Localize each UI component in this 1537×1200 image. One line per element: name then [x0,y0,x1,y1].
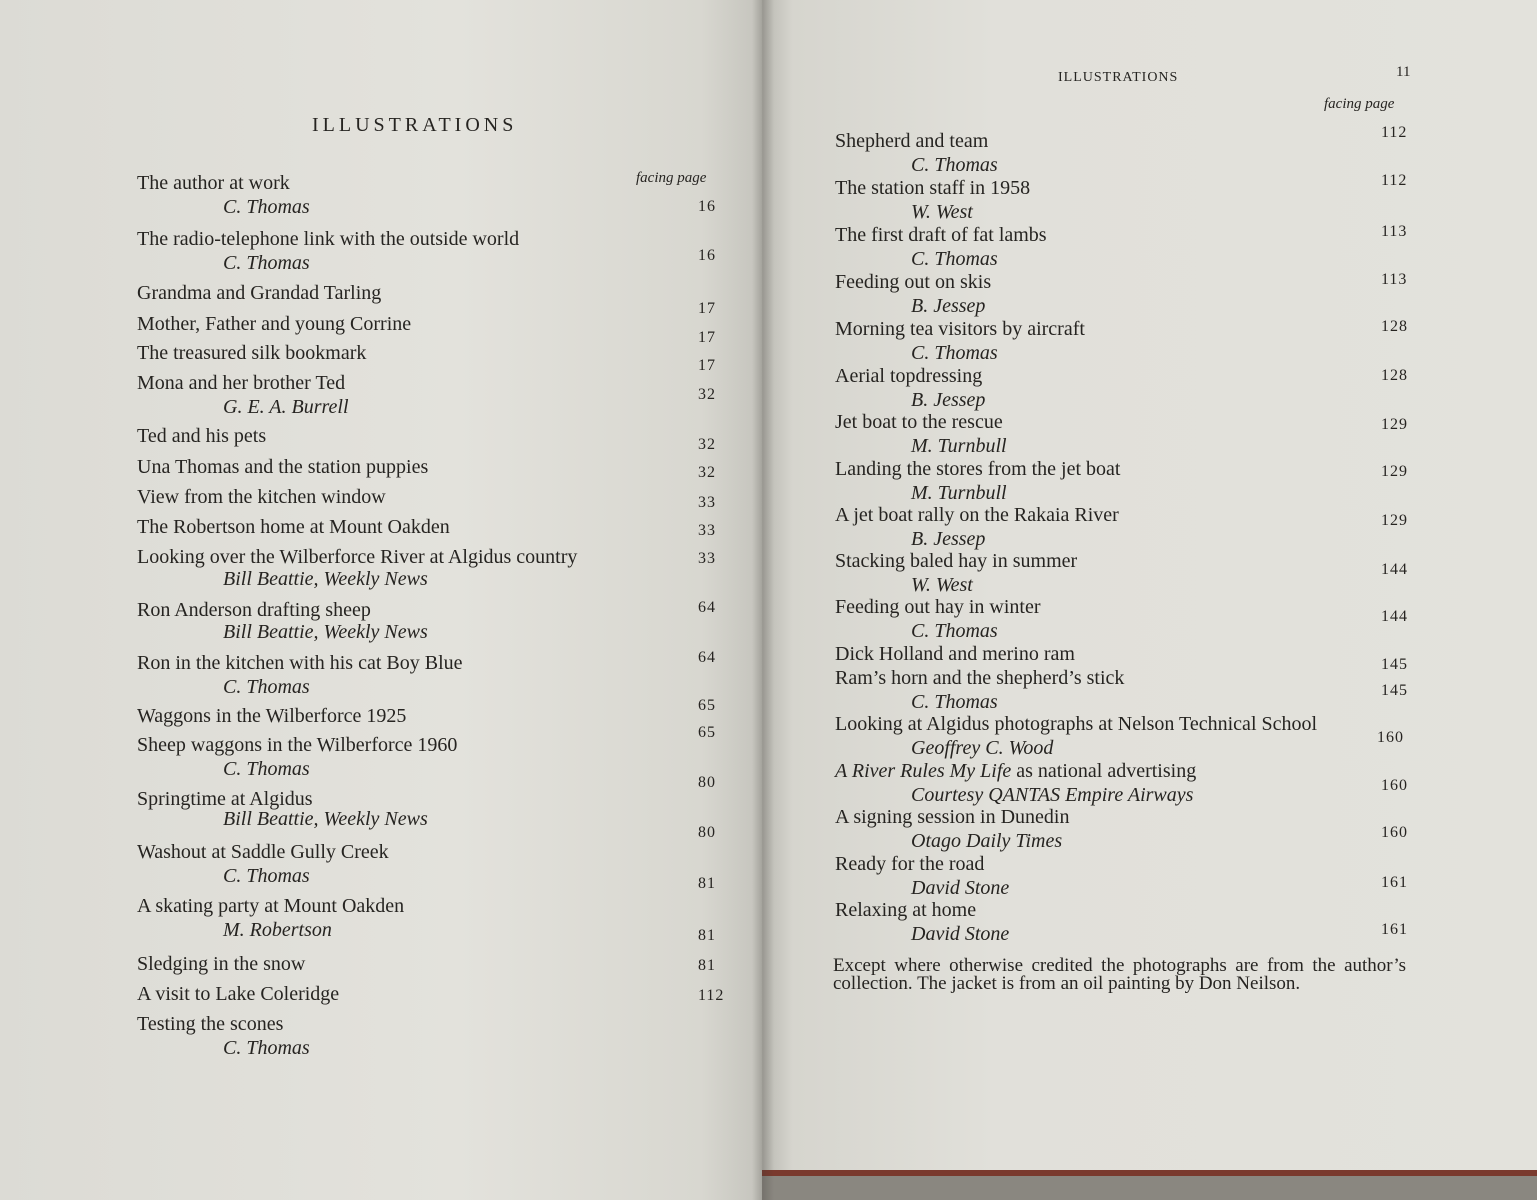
illustration-credit: M. Robertson [223,919,332,941]
illustration-credit: C. Thomas [223,676,310,698]
illustration-title: Ron Anderson drafting sheep [137,599,371,621]
illustration-title: Grandma and Grandad Tarling [137,282,382,304]
illustration-credit: Bill Beattie, Weekly News [223,568,428,590]
illustration-title: View from the kitchen window [137,486,386,508]
page-number: 81 [698,957,716,974]
book-title: A River Rules My Life [835,760,1012,782]
page-number: 161 [1381,921,1408,938]
illustration-title: Sheep waggons in the Wilberforce 1960 [137,734,458,756]
page-number: 32 [698,386,716,403]
illustration-credit: B. Jessep [911,528,986,550]
illustration-title: The station staff in 1958 [835,177,1031,199]
illustration-title: Stacking baled hay in summer [835,550,1078,572]
illustration-title: Ready for the road [835,853,985,875]
page-number: 32 [698,464,716,481]
illustration-title: Waggons in the Wilberforce 1925 [137,705,407,727]
page-number: 129 [1381,463,1408,480]
illustration-credit: Courtesy QANTAS Empire Airways [911,784,1194,806]
photo-credit-note: Except where otherwise credited the photographs are from the author’s collection. The jacket is from an oil painting by Don Neilson. [833,955,1406,994]
illustration-title: Dick Holland and merino ram [835,643,1075,665]
illustration-credit: G. E. A. Burrell [223,396,349,418]
illustration-title: Feeding out on skis [835,271,992,293]
page-number: 81 [698,927,716,944]
illustration-title: A jet boat rally on the Rakaia River [835,504,1119,526]
page-number: 128 [1381,367,1408,384]
illustration-credit: M. Turnbull [911,482,1007,504]
illustration-title: A visit to Lake Coleridge [137,983,340,1005]
illustration-credit: C. Thomas [911,342,998,364]
page-number: 160 [1381,777,1408,794]
page-number: 112 [1381,124,1408,141]
illustration-title: The radio-telephone link with the outside world [137,228,520,250]
page-number: 64 [698,649,716,666]
page-number: 160 [1377,729,1404,746]
illustration-title: Ron in the kitchen with his cat Boy Blue [137,652,463,674]
page-number: 161 [1381,874,1408,891]
illustration-credit: Bill Beattie, Weekly News [223,621,428,643]
illustration-credit: David Stone [911,923,1010,945]
illustration-credit: C. Thomas [911,620,998,642]
illustration-credit: Otago Daily Times [911,830,1063,852]
illustration-title: Mona and her brother Ted [137,372,346,394]
illustration-title: The author at work [137,172,290,194]
illustration-title: Jet boat to the rescue [835,411,1003,433]
illustration-title: The Robertson home at Mount Oakden [137,516,450,538]
page-number: 112 [698,987,725,1004]
page-number: 160 [1381,824,1408,841]
book-gutter [752,0,774,1200]
page-number: 33 [698,522,716,539]
illustration-title [835,760,1196,783]
illustration-credit: C. Thomas [223,758,310,780]
page-number: 145 [1381,682,1408,699]
illustration-title: Sledging in the snow [137,953,306,975]
page-number: 129 [1381,512,1408,529]
facing-page-label: facing page [636,170,707,186]
page-number: 16 [698,198,716,215]
page-number: 113 [1381,271,1408,288]
illustration-title: Washout at Saddle Gully Creek [137,841,389,863]
illustration-title: Feeding out hay in winter [835,596,1041,618]
page-number: 65 [698,697,716,714]
page-number: 145 [1381,656,1408,673]
illustration-title: The first draft of fat lambs [835,224,1047,246]
page-number: 17 [698,329,716,346]
page-number: 33 [698,550,716,567]
illustration-title: Morning tea visitors by aircraft [835,318,1085,340]
page-number: 81 [698,875,716,892]
illustration-credit: M. Turnbull [911,435,1007,457]
illustration-credit: Bill Beattie, Weekly News [223,808,428,830]
illustration-credit: C. Thomas [911,248,998,270]
illustration-title: Una Thomas and the station puppies [137,456,429,478]
page-number: 17 [698,357,716,374]
page-number: 64 [698,599,716,616]
title-rest: as national advertising [1011,760,1197,782]
illustration-credit: C. Thomas [223,865,310,887]
page-number: 80 [698,824,716,841]
page-number: 144 [1381,561,1408,578]
illustration-credit: W. West [911,574,973,596]
illustration-credit: B. Jessep [911,389,986,411]
illustration-credit: David Stone [911,877,1010,899]
page-number: 113 [1381,223,1408,240]
page-number: 33 [698,494,716,511]
illustration-credit: Geoffrey C. Wood [911,737,1054,759]
page-title: ILLUSTRATIONS [312,114,518,136]
page-number: 144 [1381,608,1408,625]
illustration-title: A skating party at Mount Oakden [137,895,405,917]
page-number: 129 [1381,416,1408,433]
illustration-title: Looking at Algidus photographs at Nelson Technical School [835,713,1318,735]
illustration-title: Relaxing at home [835,899,977,921]
illustration-title: Mother, Father and young Corrine [137,313,412,335]
page-number: 32 [698,436,716,453]
page-number: 65 [698,724,716,741]
illustration-credit: C. Thomas [223,1037,310,1059]
illustration-credit: C. Thomas [223,196,310,218]
illustration-credit: W. West [911,201,973,223]
page-number: 128 [1381,318,1408,335]
illustration-title: Landing the stores from the jet boat [835,458,1121,480]
illustration-title: Shepherd and team [835,130,989,152]
illustration-title: The treasured silk bookmark [137,342,367,364]
illustration-credit: C. Thomas [223,252,310,274]
illustration-title: Springtime at Algidus [137,788,313,810]
illustration-title: Ram’s horn and the shepherd’s stick [835,667,1125,689]
illustration-title: Aerial topdressing [835,365,983,387]
page-number: 80 [698,774,716,791]
illustration-title: Ted and his pets [137,425,267,447]
illustration-credit: C. Thomas [911,691,998,713]
illustration-credit: B. Jessep [911,295,986,317]
page-number: 16 [698,247,716,264]
illustration-title: Testing the scones [137,1013,284,1035]
facing-page-label: facing page [1324,96,1395,112]
page-number: 17 [698,300,716,317]
running-head: ILLUSTRATIONS [1058,70,1179,85]
page-folio: 11 [1396,64,1411,80]
page-number: 112 [1381,172,1408,189]
illustration-title: Looking over the Wilberforce River at Algidus country [137,546,578,568]
illustration-credit: C. Thomas [911,154,998,176]
illustration-title: A signing session in Dunedin [835,806,1070,828]
